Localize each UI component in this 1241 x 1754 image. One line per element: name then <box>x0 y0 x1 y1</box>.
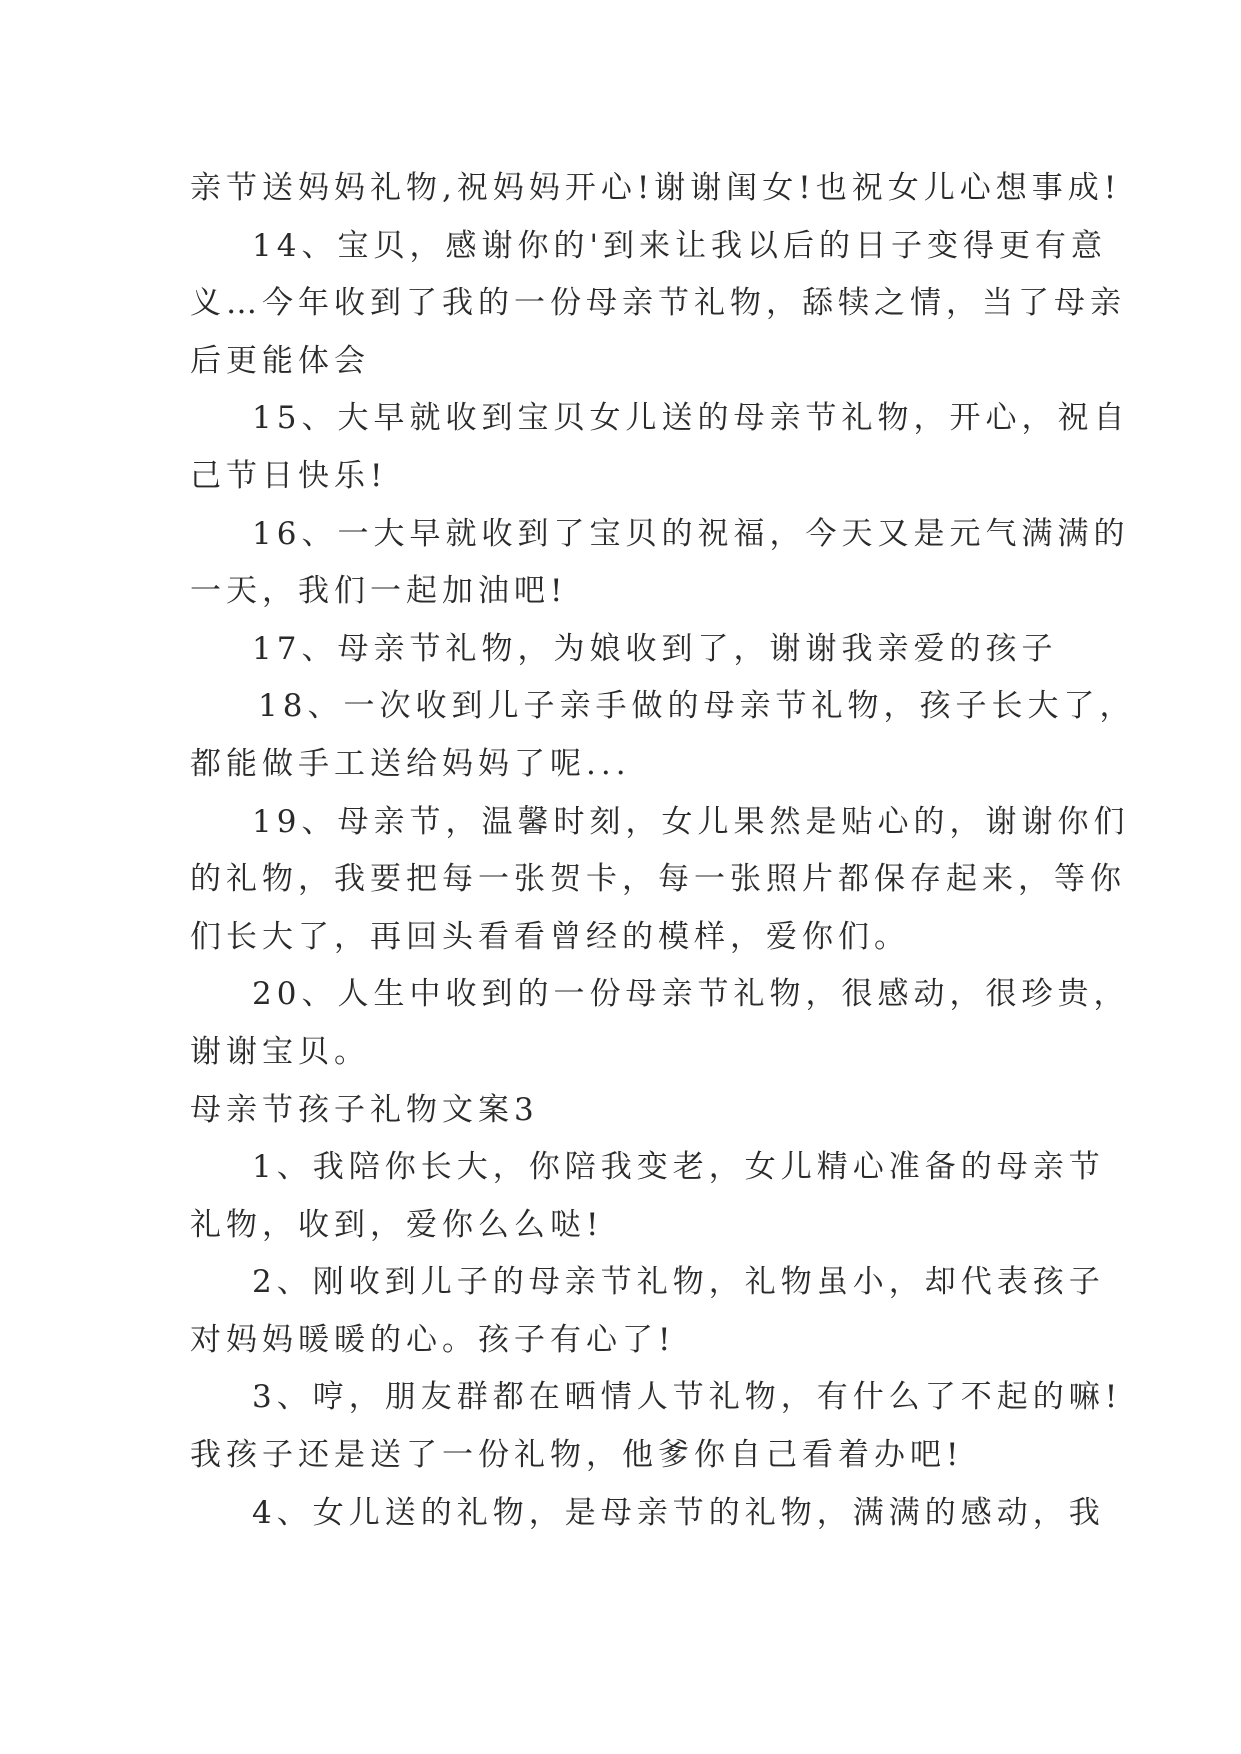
paragraph-line: 2、刚收到儿子的母亲节礼物，礼物虽小，却代表孩子 <box>252 1264 1105 1301</box>
section-heading: 母亲节孩子礼物文案3 <box>190 1091 539 1128</box>
paragraph-line: 14、宝贝，感谢你的'到来让我以后的日子变得更有意 <box>252 227 1107 264</box>
paragraph-line: 15、大早就收到宝贝女儿送的母亲节礼物，开心，祝自 <box>252 400 1130 437</box>
paragraph-line: 20、人生中收到的一份母亲节礼物，很感动，很珍贵， <box>252 976 1130 1013</box>
text-line: 都能做手工送给妈妈了呢... <box>190 745 631 782</box>
text-line: 己节日快乐! <box>190 457 388 494</box>
paragraph-line: 18、一次收到儿子亲手做的母亲节礼物，孩子长大了， <box>258 688 1136 725</box>
paragraph-line: 19、母亲节，温馨时刻，女儿果然是贴心的，谢谢你们 <box>252 803 1130 840</box>
text-line: 义…今年收到了我的一份母亲节礼物，舔犊之情，当了母亲 <box>190 285 1126 322</box>
text-line: 亲节送妈妈礼物,祝妈妈开心!谢谢闺女!也祝女儿心想事成! <box>190 170 1122 206</box>
text-line: 谢谢宝贝。 <box>190 1033 370 1070</box>
text-line: 我孩子还是送了一份礼物，他爹你自己看着办吧! <box>190 1437 964 1474</box>
document-body <box>190 160 1136 1542</box>
paragraph-line: 4、女儿送的礼物，是母亲节的礼物，满满的感动，我 <box>252 1494 1105 1531</box>
paragraph-line: 1、我陪你长大，你陪我变老，女儿精心准备的母亲节 <box>252 1149 1105 1186</box>
paragraph-line: 17、母亲节礼物，为娘收到了，谢谢我亲爱的孩子 <box>252 630 1058 667</box>
text-line: 的礼物，我要把每一张贺卡，每一张照片都保存起来，等你 <box>190 861 1126 898</box>
text-line: 后更能体会 <box>190 342 370 379</box>
text-line: 一天，我们一起加油吧! <box>190 573 568 610</box>
text-line: 们长大了，再回头看看曾经的模样，爱你们。 <box>190 918 910 955</box>
paragraph-line: 16、一大早就收到了宝贝的祝福，今天又是元气满满的 <box>252 515 1130 552</box>
text-line: 对妈妈暖暖的心。孩子有心了! <box>190 1321 676 1358</box>
paragraph-line: 3、哼，朋友群都在晒情人节礼物，有什么了不起的嘛! <box>252 1379 1123 1416</box>
text-line: 礼物，收到，爱你么么哒! <box>190 1206 604 1243</box>
